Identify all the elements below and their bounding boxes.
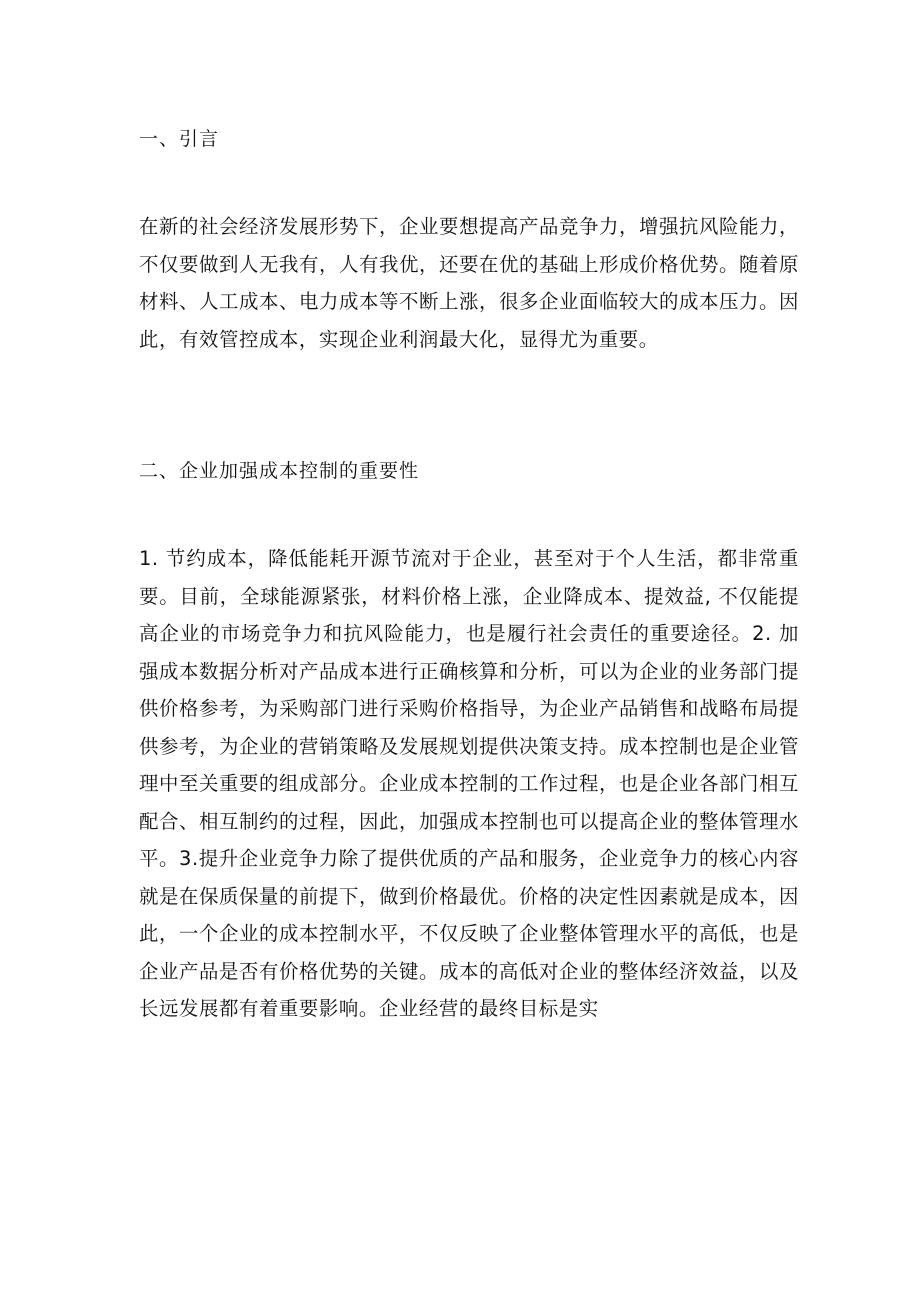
cost-control-paragraph: 1. 节约成本，降低能耗开源节流对于企业，甚至对于个人生活，都非常重要。目前，全球能源紧张，材料价格上涨，企业降成本、提效益, 不仅能提高企业的市场竞争力和抗风险能力，也是履行社会责任的重要途径。2. 加强成本数据分析对产品成本进行正确核算和分析，可以为企业的业务部门提供价格参考，为采购部门进行采购价格指导，为企业产品销售和战略布局提供参考，为企业的营销策略及发展规划提供决策支持。成本控制也是企业管理中至关重要的组成部分。企业成本控制的工作过程，也是企业各部门相互配合、相互制约的过程，因此，加强成本控制也可以提高企业的整体管理水平。3.提升企业竞争力除了提供优质的产品和服务，企业竞争力的核心内容就是在保质保量的前提下，做到价格最优。价格的决定性因素就是成本，因此，一个企业的成本控制水平，不仅反映了企业整体管理水平的高低，也是企业产品是否有价格优势的关键。成本的高低对企业的整体经济效益，以及长远发展都有着重要影响。企业经营的最终目标是实 xyxy=(139,547,799,1020)
section-heading-introduction: 一、引言 xyxy=(139,128,220,150)
section-heading-cost-control-importance: 二、企业加强成本控制的重要性 xyxy=(139,460,420,482)
introduction-paragraph: 在新的社会经济发展形势下，企业要想提高产品竞争力，增强抗风险能力，不仅要做到人无我有，人有我优，还要在优的基础上形成价格优势。随着原材料、人工成本、电力成本等不断上涨，很多企业面临较大的成本压力。因此，有效管控成本，实现企业利润最大化，显得尤为重要。 xyxy=(139,215,799,351)
